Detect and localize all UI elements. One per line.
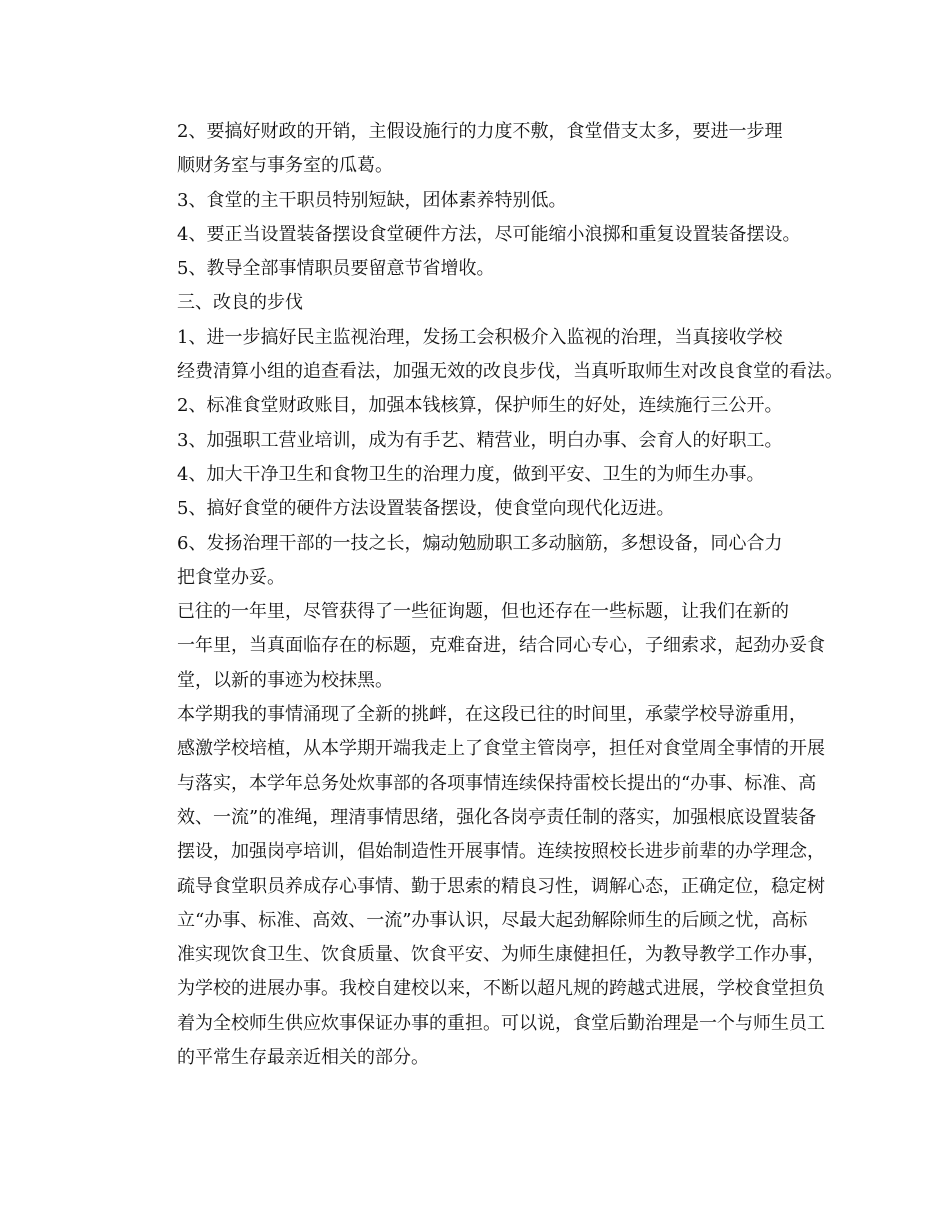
text-line: 一年里，当真面临存在的标题，克难奋进，结合同心专心，子细索求，起劲办妥食 xyxy=(177,635,825,657)
paragraph xyxy=(141,389,821,423)
text-line: 5、教导全部事情职员要留意节省增收。 xyxy=(177,258,495,280)
text-line: 经费清算小组的追查看法，加强无效的改良步伐，当真听取师生对改良食堂的看法。 xyxy=(177,361,843,383)
text-line: 1、进一步搞好民主监视治理，发扬工会积极介入监视的治理，当真接收学校 xyxy=(177,326,783,348)
text-line: 三、改良的步伐 xyxy=(177,292,303,314)
text-line: 着为全校师生供应炊事保证办事的重担。可以说，食堂后勤治理是一个与师生员工 xyxy=(177,1012,825,1034)
text-line: 疏导食堂职员养成存心事情、勤于思索的精良习性，调解心态，正确定位，稳定树 xyxy=(177,875,825,897)
text-line: 已往的一年里，尽管获得了一些征询题，但也还存在一些标题，让我们在新的 xyxy=(177,601,789,623)
paragraph xyxy=(141,184,821,218)
text-line: 3、食堂的主干职员特别短缺，团体素养特别低。 xyxy=(177,189,567,211)
text-line: 4、加大干净卫生和食物卫生的治理力度，做到平安、卫生的为师生办事。 xyxy=(177,463,765,485)
text-line: 效、一流”的准绳，理清事情思绪，强化各岗亭责任制的落实，加强根底设置装备 xyxy=(177,806,817,828)
paragraph xyxy=(141,321,843,390)
paragraph xyxy=(141,492,821,526)
text-line: 为学校的进展办事。我校自建校以来，不断以超凡规的跨越式进展，学校食堂担负 xyxy=(177,978,825,1000)
paragraph xyxy=(141,218,821,252)
paragraph xyxy=(141,286,821,320)
paragraph xyxy=(141,115,821,184)
paragraph xyxy=(141,698,825,1075)
paragraph xyxy=(141,252,821,286)
text-line: 2、标准食堂财政账目，加强本钱核算，保护师生的好处，连续施行三公开。 xyxy=(177,395,783,417)
text-line: 立“办事、标准、高效、一流”办事认识，尽最大起劲解除师生的后顾之忧，高标 xyxy=(177,909,808,931)
text-line: 摆设，加强岗亭培训，倡始制造性开展事情。连续按照校长进步前辈的办学理念， xyxy=(177,841,825,863)
text-line: 顺财务室与事务室的瓜葛。 xyxy=(177,155,393,177)
text-line: 本学期我的事情涌现了全新的挑衅，在这段已往的时间里，承蒙学校导游重用， xyxy=(177,704,807,726)
text-line: 与落实，本学年总务处炊事部的各项事情连续保持雷校长提出的“办事、标准、高 xyxy=(177,772,817,794)
text-line: 6、发扬治理干部的一技之长，煽动勉励职工多动脑筋，多想设备，同心合力 xyxy=(177,532,783,554)
paragraph xyxy=(141,527,821,596)
text-line: 感激学校培植，从本学期开端我走上了食堂主管岗亭，担任对食堂周全事情的开展 xyxy=(177,738,825,760)
paragraph xyxy=(141,458,821,492)
text-line: 的平常生存最亲近相关的部分。 xyxy=(177,1047,429,1069)
text-line: 2、要搞好财政的开销，主假设施行的力度不敷，食堂借支太多，要进一步理 xyxy=(177,121,783,142)
document-body xyxy=(141,115,843,1075)
text-line: 5、搞好食堂的硬件方法设置装备摆设，使食堂向现代化迈进。 xyxy=(177,498,675,520)
text-line: 4、要正当设置装备摆设食堂硬件方法，尽可能缩小浪掷和重复设置装备摆设。 xyxy=(177,223,801,245)
text-line: 把食堂办妥。 xyxy=(177,566,285,588)
text-line: 3、加强职工营业培训，成为有手艺、精营业，明白办事、会育人的好职工。 xyxy=(177,429,783,451)
paragraph xyxy=(141,595,825,698)
text-line: 堂，以新的事迹为校抹黑。 xyxy=(177,669,393,691)
text-line: 准实现饮食卫生、饮食质量、饮食平安、为师生康健担任，为教导教学工作办事， xyxy=(177,944,825,966)
paragraph xyxy=(141,424,821,458)
